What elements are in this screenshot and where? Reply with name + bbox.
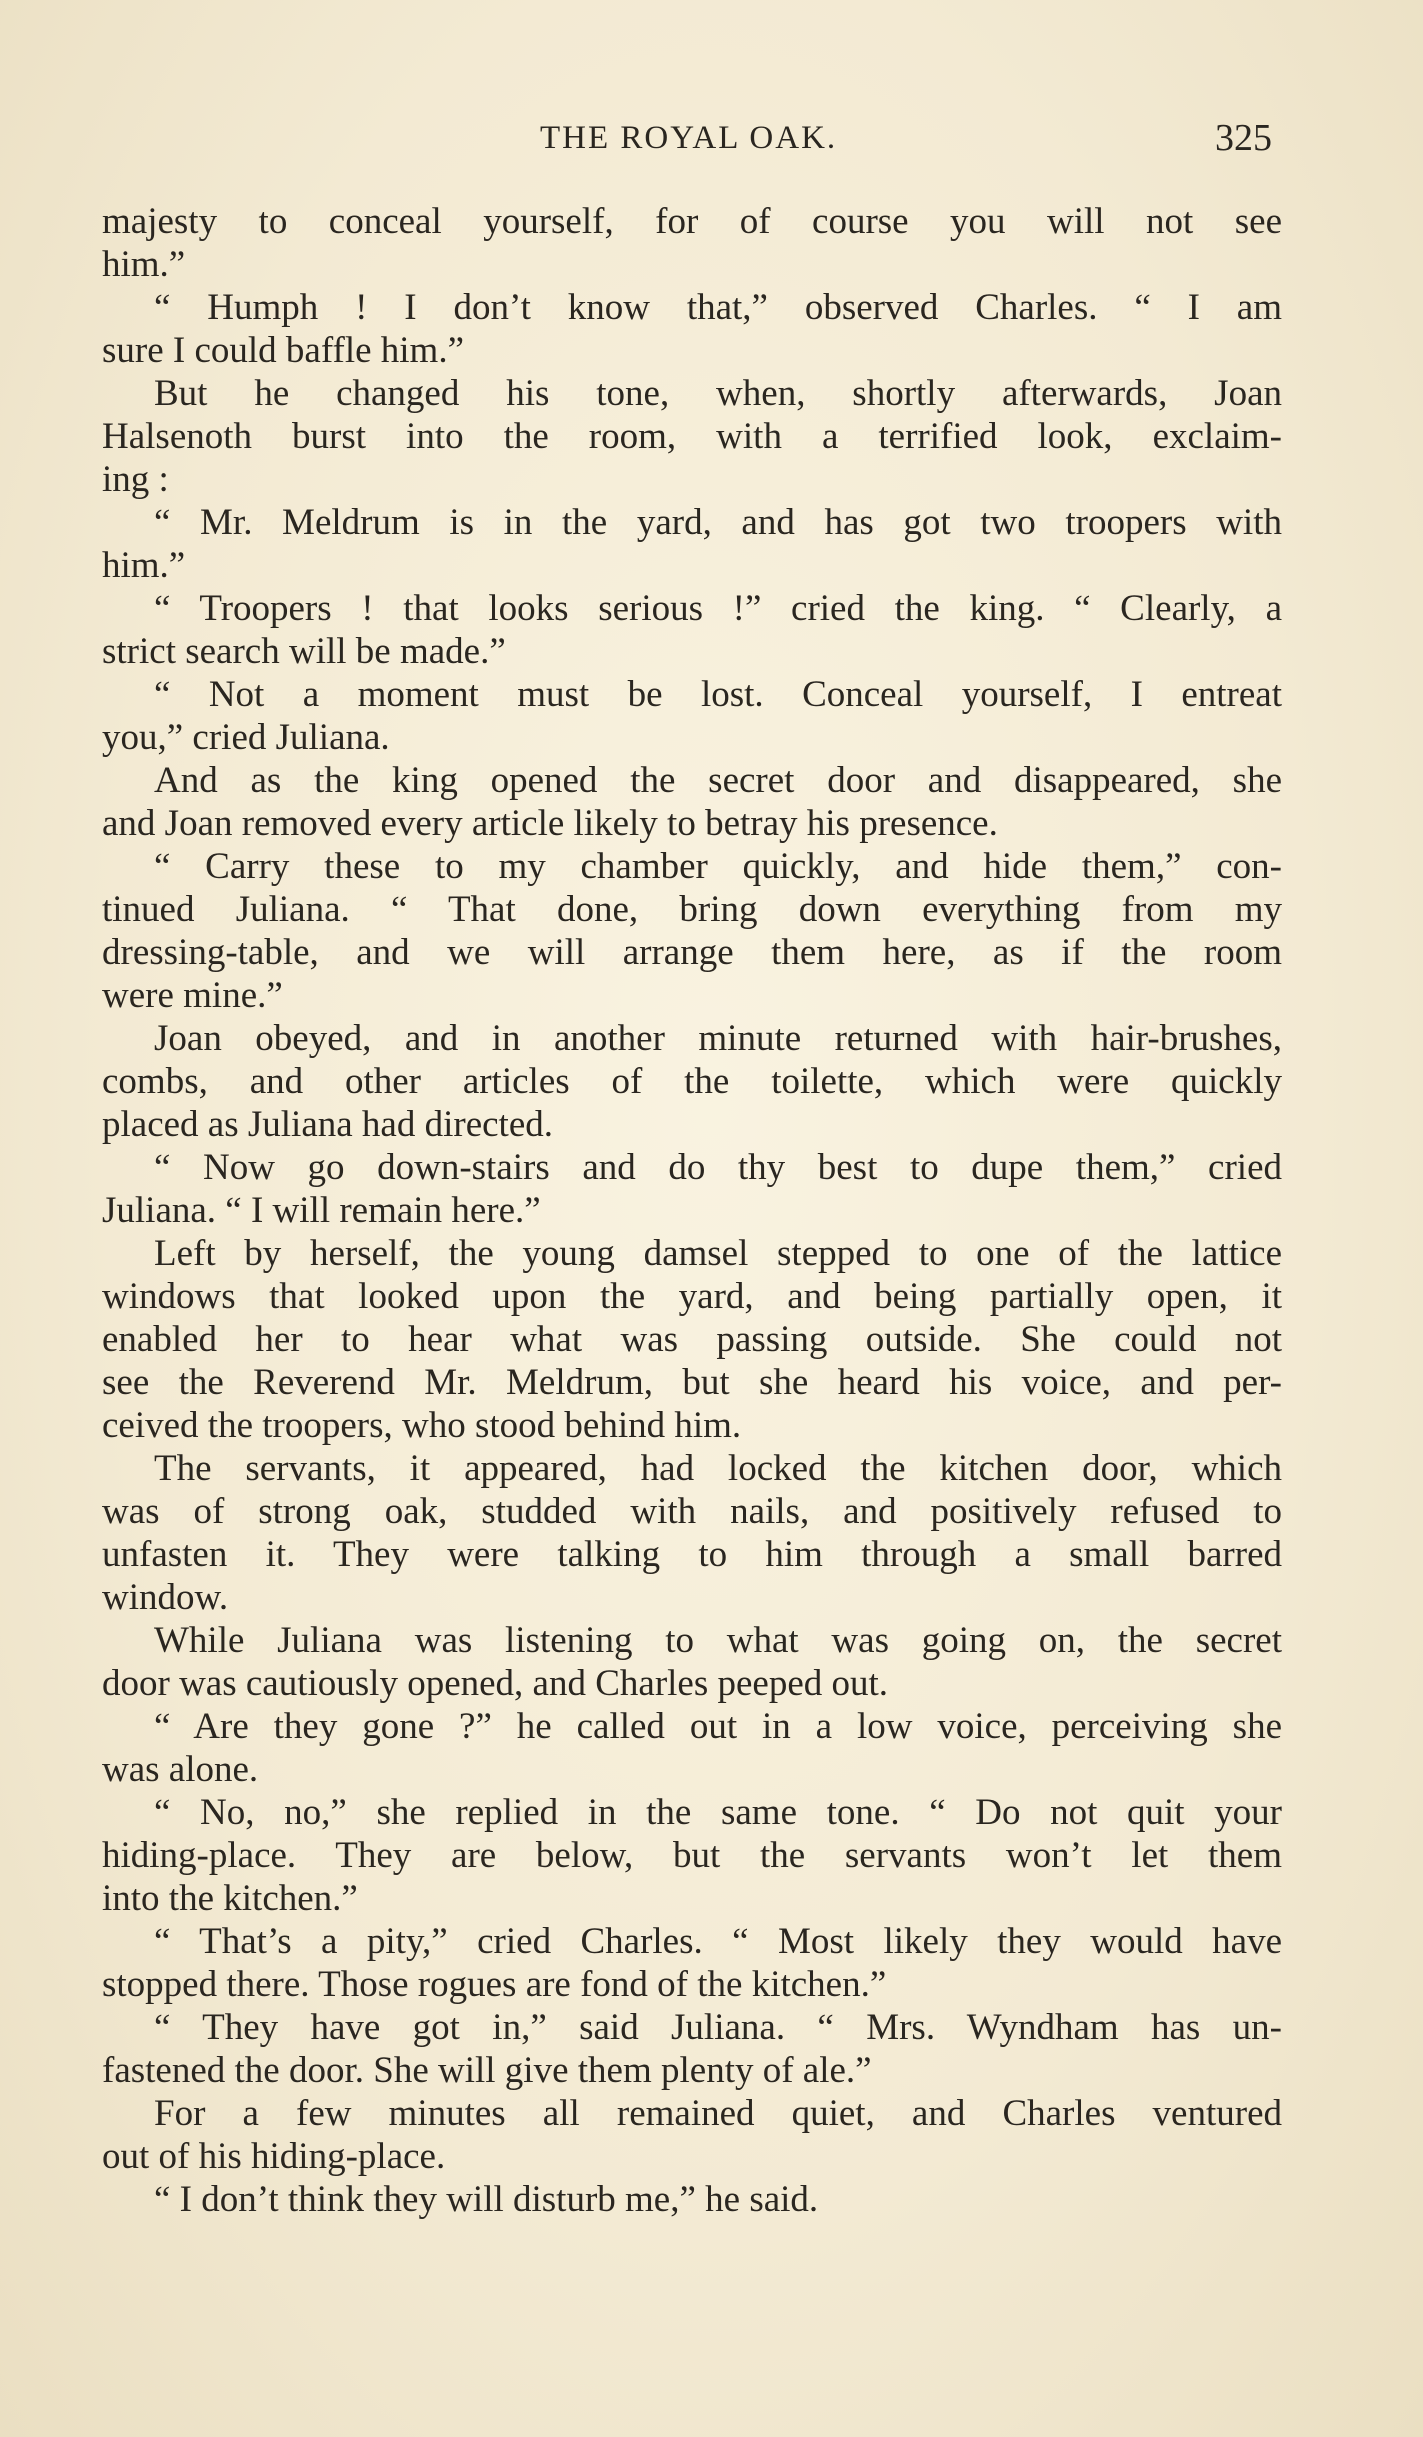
text-line: “ They have got in,” said Juliana. “ Mrs. Wyndham has un- [154,2007,1282,2048]
text-line: stopped there. Those rogues are fond of the kitchen.” [102,1964,887,2005]
text-line: “ Troopers ! that looks serious !” cried the king. “ Clearly, a [154,588,1282,629]
text-line: “ That’s a pity,” cried Charles. “ Most likely they would have [154,1921,1282,1962]
text-line: “ No, no,” she replied in the same tone. “ Do not quit your [154,1792,1282,1833]
text-line: Juliana. “ I will remain here.” [102,1190,541,1231]
text-line: ceived the troopers, who stood behind him. [102,1405,742,1446]
text-line: window. [102,1577,229,1618]
text-line: But he changed his tone, when, shortly afterwards, Joan [154,373,1282,414]
text-line: unfasten it. They were talking to him through a small barred [102,1534,1282,1575]
text-line: And as the king opened the secret door and disappeared, she [154,760,1282,801]
text-line: “ Not a moment must be lost. Conceal yourself, I entreat [154,674,1282,715]
text-line: windows that looked upon the yard, and being partially open, it [102,1276,1282,1317]
text-line: sure I could baffle him.” [102,330,464,371]
body-text [102,200,1282,2221]
text-line: “ Now go down-stairs and do thy best to dupe them,” cried [154,1147,1282,1188]
text-line: placed as Juliana had directed. [102,1104,553,1145]
text-line: into the kitchen.” [102,1878,358,1919]
text-line: Joan obeyed, and in another minute returned with hair-brushes, [154,1018,1282,1059]
text-line: and Joan removed every article likely to betray his presence. [102,803,998,844]
text-line: strict search will be made.” [102,631,506,672]
text-line: ing : [102,459,169,500]
text-line: “ Mr. Meldrum is in the yard, and has got two troopers with [154,502,1282,543]
running-head [0,117,1423,160]
text-line: out of his hiding-place. [102,2136,446,2177]
text-line: fastened the door. She will give them plenty of ale.” [102,2050,872,2091]
text-line: you,” cried Juliana. [102,717,390,758]
text-line: “ Humph ! I don’t know that,” observed Charles. “ I am [154,287,1282,328]
text-line: enabled her to hear what was passing outside. She could not [102,1319,1282,1360]
text-line: was alone. [102,1749,259,1790]
running-title: THE ROYAL OAK. [540,120,838,156]
text-line: door was cautiously opened, and Charles peeped out. [102,1663,889,1704]
text-line: Left by herself, the young damsel stepped to one of the lattice [154,1233,1282,1274]
text-line: For a few minutes all remained quiet, and Charles ventured [154,2093,1282,2134]
text-line: Halsenoth burst into the room, with a terrified look, exclaim- [102,416,1282,457]
text-line: combs, and other articles of the toilette, which were quickly [102,1061,1282,1102]
text-line: dressing-table, and we will arrange them here, as if the room [102,932,1282,973]
text-line: The servants, it appeared, had locked the kitchen door, which [154,1448,1282,1489]
text-line: see the Reverend Mr. Meldrum, but she heard his voice, and per- [102,1362,1282,1403]
text-line: “ I don’t think they will disturb me,” he said. [154,2179,819,2220]
text-line: “ Carry these to my chamber quickly, and hide them,” con- [154,846,1282,887]
text-line: tinued Juliana. “ That done, bring down everything from my [102,889,1282,930]
text-line: him.” [102,244,186,285]
page-number: 325 [1215,117,1272,159]
text-line: “ Are they gone ?” he called out in a low voice, perceiving she [154,1706,1282,1747]
text-line: were mine.” [102,975,283,1016]
text-line: hiding-place. They are below, but the servants won’t let them [102,1835,1282,1876]
text-line: While Juliana was listening to what was going on, the secret [154,1620,1282,1661]
text-line: majesty to conceal yourself, for of course you will not see [102,201,1282,242]
text-line: was of strong oak, studded with nails, and positively refused to [102,1491,1282,1532]
text-line: him.” [102,545,186,586]
